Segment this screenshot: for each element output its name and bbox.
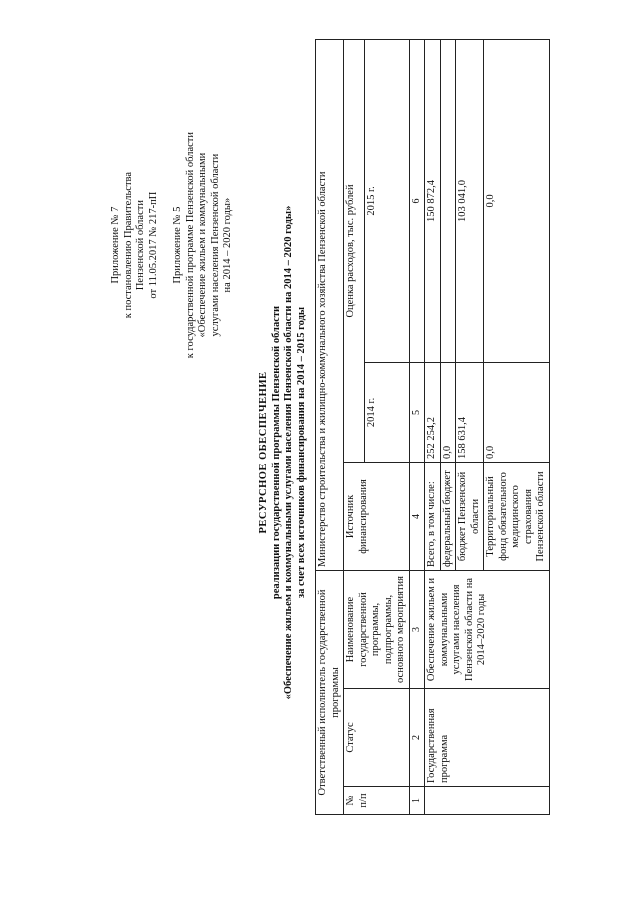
- source-cell: Всего, в том числе:: [425, 462, 441, 570]
- value-2014: 0,0: [484, 362, 550, 462]
- header-name: Наименование государственной программы, подпрограммы, основного мероприятия: [344, 570, 410, 688]
- value-2015: 103 041,0: [456, 39, 484, 362]
- source-cell: Территориальный фонд обязательного медицинского страхования Пензенской области: [484, 462, 550, 570]
- column-number: 3: [409, 570, 425, 688]
- row-num-cell: [425, 787, 550, 815]
- column-number: 6: [409, 39, 425, 362]
- value-2015: 0,0: [484, 39, 550, 362]
- appendix-line: услугами населения Пензенской области: [209, 153, 221, 337]
- header-estimate: Оценка расходов, тыс. рублей: [344, 39, 365, 462]
- header-year-2014: 2014 г.: [364, 362, 409, 462]
- resource-table: [315, 39, 550, 815]
- document-heading: [258, 0, 308, 905]
- heading-line: за счет всех источников финансирования на 2014 – 2015 годы: [295, 306, 307, 599]
- appendix-line: к постановлению Правительства: [122, 171, 134, 319]
- appendix-block: [110, 132, 235, 358]
- appendix-spacer: [160, 132, 172, 358]
- value-2015: [440, 39, 456, 362]
- source-cell: бюджет Пензенской области: [456, 462, 484, 570]
- column-number: 2: [409, 689, 425, 787]
- executor-label: Ответственный исполнитель государственной программы: [316, 570, 344, 814]
- executor-value: Министерство строительства и жилищно-коммунального хозяйства Пензенской области: [316, 39, 344, 570]
- heading-line: реализации государственной программы Пензенской области: [270, 305, 282, 600]
- source-cell: федеральный бюджет: [440, 462, 456, 570]
- column-number: 1: [409, 787, 425, 815]
- header-source: Источник финансирования: [344, 462, 410, 570]
- row-program-name: Обеспечение жильем и коммунальными услугами населения Пензенской области на 2014–2020 годы: [425, 570, 550, 688]
- value-2014: 0,0: [440, 362, 456, 462]
- row-status: Государственная программа: [425, 689, 550, 787]
- header-num: № п/п: [344, 787, 410, 815]
- appendix-line: Приложение № 5: [172, 206, 183, 284]
- appendix-line: от 11.05.2017 № 217-пП: [147, 191, 159, 299]
- header-year-2015: 2015 г.: [364, 39, 409, 362]
- header-status: Статус: [344, 689, 410, 787]
- column-number: 4: [409, 462, 425, 570]
- appendix-line: Приложение № 7: [110, 206, 121, 284]
- value-2014: 252 254,2: [425, 362, 441, 462]
- value-2015: 150 872,4: [425, 39, 441, 362]
- value-2014: 158 631,4: [456, 362, 484, 462]
- appendix-line: на 2014 – 2020 годы»: [222, 197, 233, 293]
- heading-title: РЕСУРСНОЕ ОБЕСПЕЧЕНИЕ: [258, 371, 269, 534]
- column-number: 5: [409, 362, 425, 462]
- appendix-line: «Обеспечение жильем и коммунальными: [197, 152, 208, 338]
- appendix-line: Пензенской области: [135, 200, 146, 291]
- heading-line: «Обеспечение жильем и коммунальными услугами населения Пензенской области на 2014 – 2020 годы»: [283, 205, 294, 700]
- appendix-line: к государственной программе Пензенской области: [184, 132, 196, 359]
